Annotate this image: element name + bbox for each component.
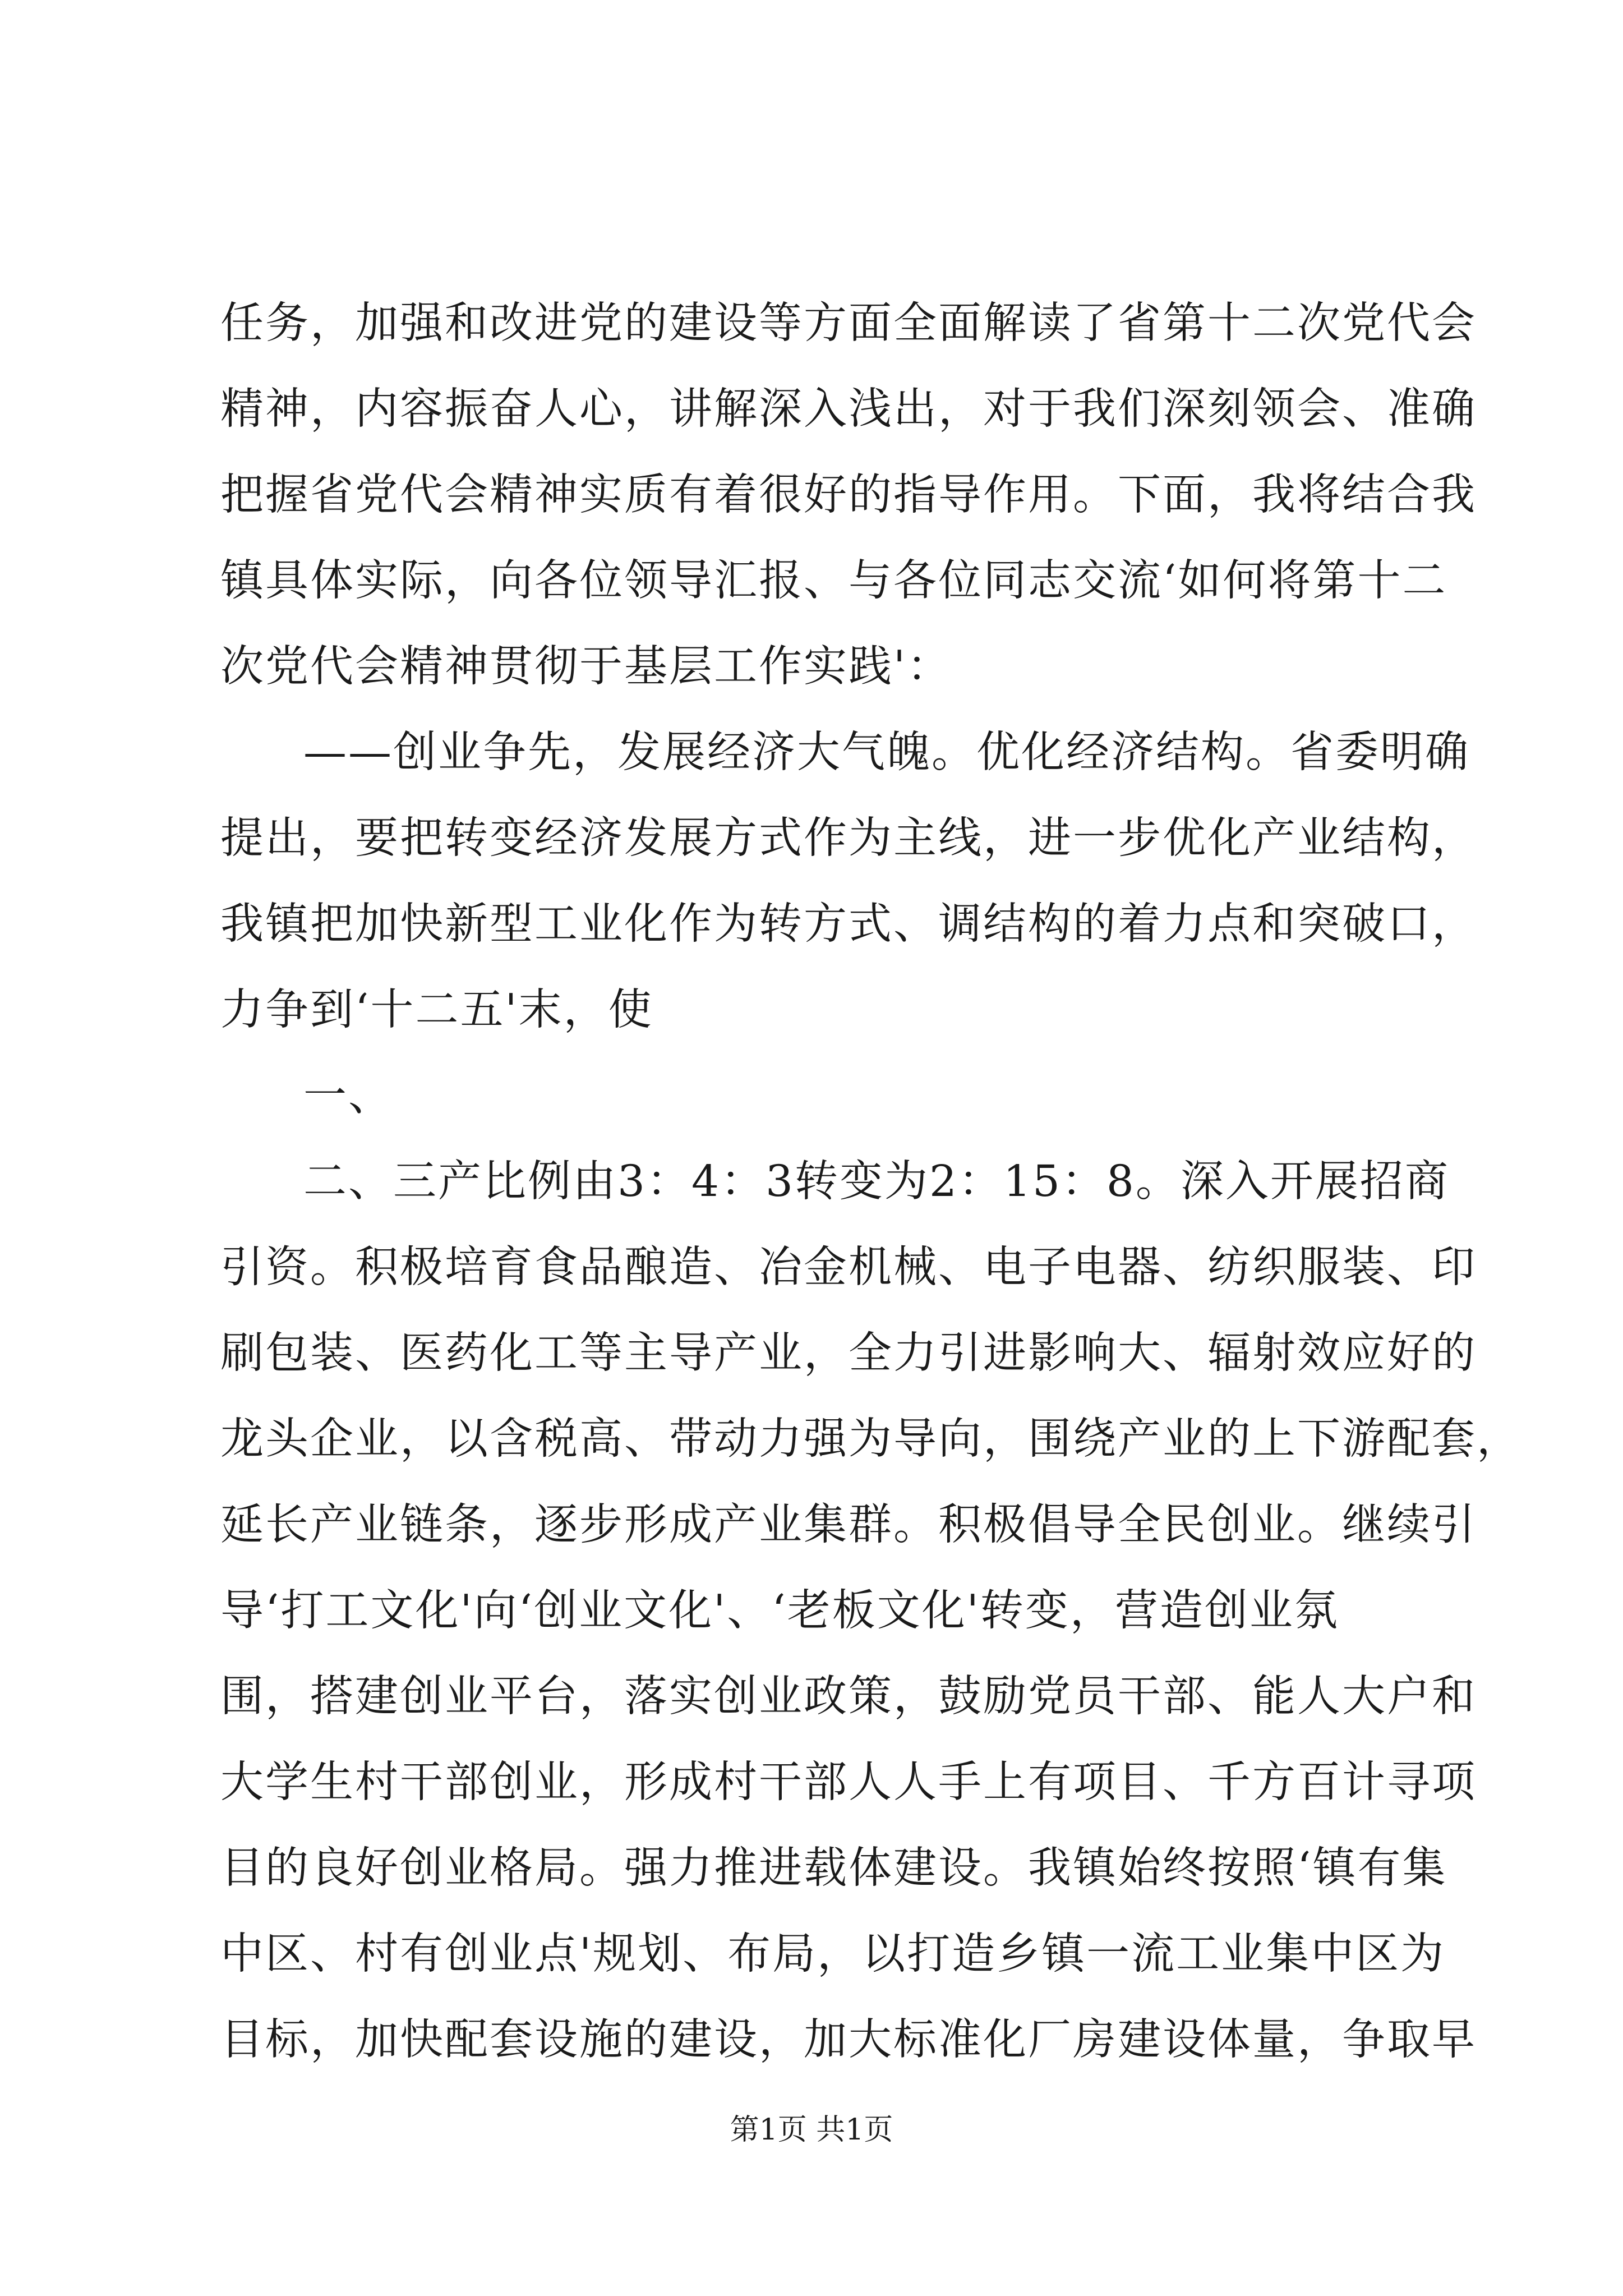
text-line: 任务，加强和改进党的建设等方面全面解读了省第十二次党代会 bbox=[220, 298, 1477, 348]
text-line: 把握省党代会精神实质有着很好的指导作用。下面，我将结合我 bbox=[220, 470, 1477, 520]
text-line: 龙头企业，以含税高、带动力强为导向，围绕产业的上下游配套， bbox=[220, 1414, 1521, 1464]
text-line: ——创业争先，发展经济大气魄。优化经济结构。省委明确 bbox=[303, 728, 1470, 777]
text-line: 力争到‘十二五'末，使 bbox=[220, 985, 653, 1035]
text-line: 精神，内容振奋人心，讲解深入浅出，对于我们深刻领会、准确 bbox=[220, 384, 1477, 434]
text-line: 我镇把加快新型工业化作为转方式、调结构的着力点和突破口， bbox=[220, 899, 1477, 949]
text-line: 导‘打工文化'向‘创业文化'、‘老板文化'转变，营造创业氛 bbox=[220, 1586, 1339, 1636]
text-line: 围，搭建创业平台，落实创业政策，鼓励党员干部、能人大户和 bbox=[220, 1672, 1477, 1722]
text-line: 引资。积极培育食品酿造、冶金机械、电子电器、纺织服装、印 bbox=[220, 1243, 1477, 1292]
text-line: 刷包装、医药化工等主导产业，全力引进影响大、辐射效应好的 bbox=[220, 1328, 1477, 1378]
text-line: 二、三产比例由3：4：3转变为2：15：8。深入开展招商 bbox=[303, 1157, 1450, 1207]
text-line: 镇具体实际，向各位领导汇报、与各位同志交流‘如何将第十二 bbox=[220, 556, 1447, 606]
text-line: 目的良好创业格局。强力推进载体建设。我镇始终按照‘镇有集 bbox=[220, 1843, 1447, 1893]
text-line: 延长产业链条，逐步形成产业集群。积极倡导全民创业。继续引 bbox=[220, 1500, 1477, 1550]
text-line: 提出，要把转变经济发展方式作为主线，进一步优化产业结构， bbox=[220, 813, 1477, 863]
page-number-footer: 第1页 共1页 bbox=[730, 2113, 893, 2147]
text-line: 目标，加快配套设施的建设，加大标准化厂房建设体量，争取早 bbox=[220, 2015, 1477, 2065]
text-line: 大学生村干部创业，形成村干部人人手上有项目、千方百计寻项 bbox=[220, 1757, 1477, 1807]
text-line: 次党代会精神贯彻于基层工作实践'： bbox=[220, 642, 952, 692]
text-line: 一、 bbox=[303, 1071, 393, 1121]
text-line: 中区、村有创业点'规划、布局，以打造乡镇一流工业集中区为 bbox=[220, 1929, 1446, 1979]
body-text bbox=[220, 280, 1521, 2083]
